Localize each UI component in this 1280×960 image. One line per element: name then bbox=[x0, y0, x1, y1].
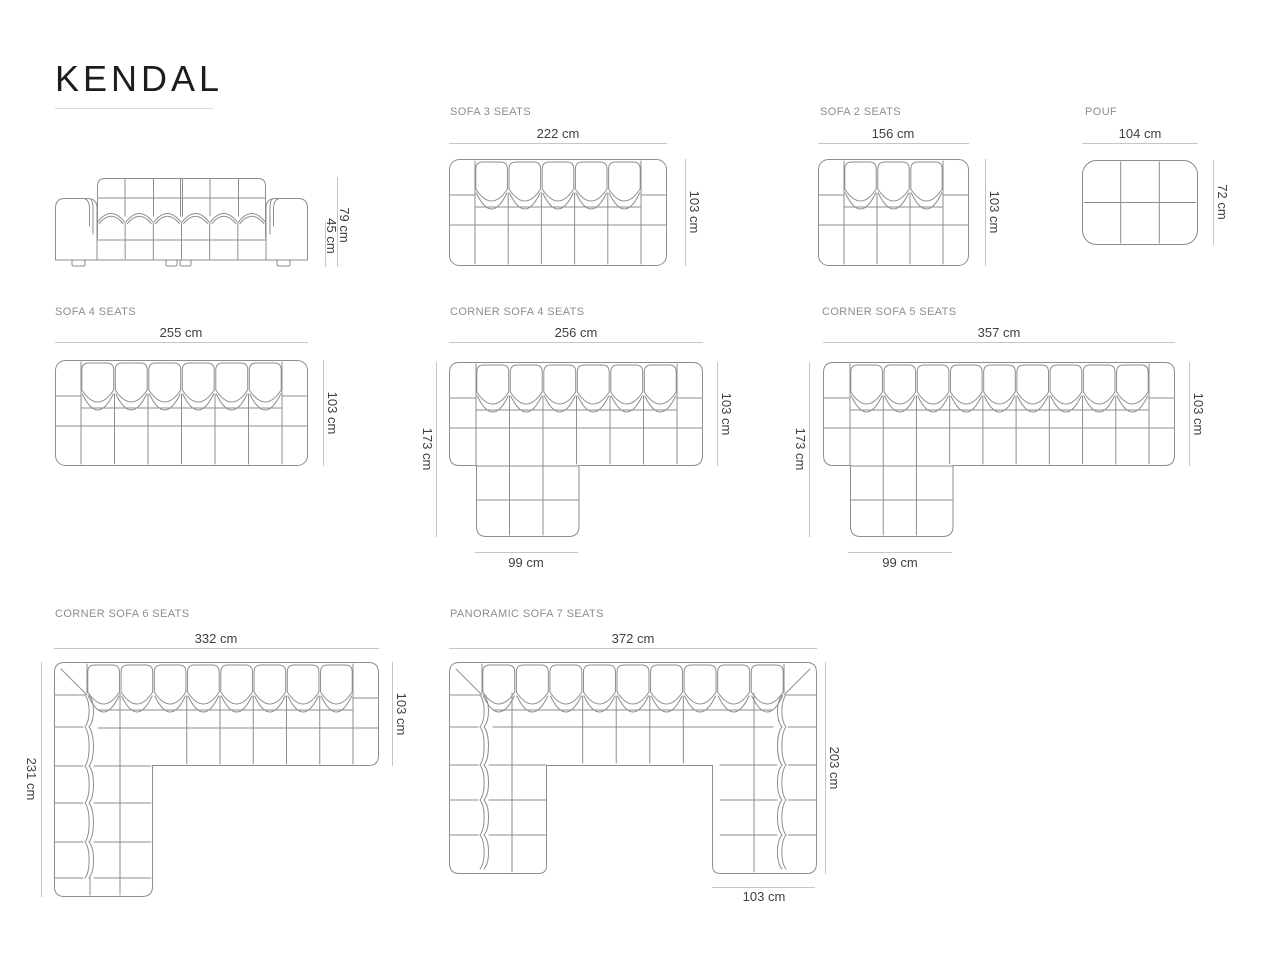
depth-dimension-value: 72 cm bbox=[1215, 184, 1230, 220]
side-dimension-value: 173 cm bbox=[793, 427, 808, 471]
side-dimension-value: 173 cm bbox=[420, 427, 435, 471]
leg-dimension-value: 103 cm bbox=[742, 889, 786, 904]
sofa-2-seats-top-view-drawing bbox=[818, 159, 969, 266]
pouf-label: POUF bbox=[1085, 106, 1118, 118]
width-dimension-line bbox=[823, 342, 1175, 343]
width-dimension-line bbox=[449, 143, 667, 144]
width-dimension-value: 256 cm bbox=[554, 325, 598, 340]
chaise-dimension-line bbox=[475, 552, 578, 553]
depth-dimension-value: 103 cm bbox=[325, 391, 340, 435]
panoramic-sofa-7-seats-label: PANORAMIC SOFA 7 SEATS bbox=[450, 608, 604, 620]
width-dimension-value: 357 cm bbox=[977, 325, 1021, 340]
corner-sofa-4-seats-top-view-drawing bbox=[449, 362, 703, 537]
depth-dimension-value: 103 cm bbox=[719, 392, 734, 436]
width-dimension-line bbox=[449, 342, 703, 343]
sofa-3-seats-top-view-drawing bbox=[449, 159, 667, 266]
depth-dimension-value: 103 cm bbox=[987, 190, 1002, 234]
corner-sofa-6-seats-top-view-drawing bbox=[54, 662, 379, 897]
sofa-4-seats-top-view-drawing bbox=[55, 360, 308, 466]
title-underline bbox=[55, 108, 213, 109]
width-dimension-line bbox=[818, 143, 969, 144]
corner-sofa-5-seats-top-view-drawing bbox=[823, 362, 1175, 537]
corner-sofa-5-seats-label: CORNER SOFA 5 SEATS bbox=[822, 306, 957, 318]
height-dimension-value: 79 cm bbox=[337, 207, 352, 243]
width-dimension-line bbox=[55, 342, 308, 343]
width-dimension-value: 104 cm bbox=[1118, 126, 1162, 141]
side-dimension-line bbox=[41, 662, 42, 897]
chaise-dimension-value: 99 cm bbox=[882, 555, 918, 570]
pouf-top-view-drawing bbox=[1082, 160, 1198, 245]
width-dimension-value: 222 cm bbox=[536, 126, 580, 141]
side-dimension-value: 203 cm bbox=[827, 746, 842, 790]
side-dimension-value: 231 cm bbox=[24, 757, 39, 801]
page-title: KENDAL bbox=[55, 58, 224, 99]
sofa-2-seats-label: SOFA 2 SEATS bbox=[820, 106, 902, 118]
width-dimension-value: 372 cm bbox=[611, 631, 655, 646]
side-dimension-line bbox=[436, 362, 437, 537]
width-dimension-value: 332 cm bbox=[194, 631, 238, 646]
width-dimension-line bbox=[1082, 143, 1198, 144]
chaise-dimension-line bbox=[848, 552, 952, 553]
side-dimension-line bbox=[809, 362, 810, 537]
depth-dimension-value: 103 cm bbox=[394, 692, 409, 736]
sofa-front-elevation-drawing bbox=[55, 176, 308, 270]
width-dimension-value: 156 cm bbox=[871, 126, 915, 141]
depth-dimension-value: 103 cm bbox=[1191, 392, 1206, 436]
width-dimension-line bbox=[54, 648, 379, 649]
chaise-dimension-value: 99 cm bbox=[508, 555, 544, 570]
width-dimension-line bbox=[449, 648, 817, 649]
depth-dimension-value: 103 cm bbox=[687, 190, 702, 234]
corner-sofa-6-seats-label: CORNER SOFA 6 SEATS bbox=[55, 608, 190, 620]
corner-sofa-4-seats-label: CORNER SOFA 4 SEATS bbox=[450, 306, 585, 318]
leg-dimension-line bbox=[712, 887, 815, 888]
sofa-4-seats-label: SOFA 4 SEATS bbox=[55, 306, 137, 318]
seat-height-dimension-value: 45 cm bbox=[324, 218, 339, 254]
sofa-3-seats-label: SOFA 3 SEATS bbox=[450, 106, 532, 118]
width-dimension-value: 255 cm bbox=[159, 325, 203, 340]
panoramic-sofa-7-seats-top-view-drawing bbox=[449, 662, 817, 874]
